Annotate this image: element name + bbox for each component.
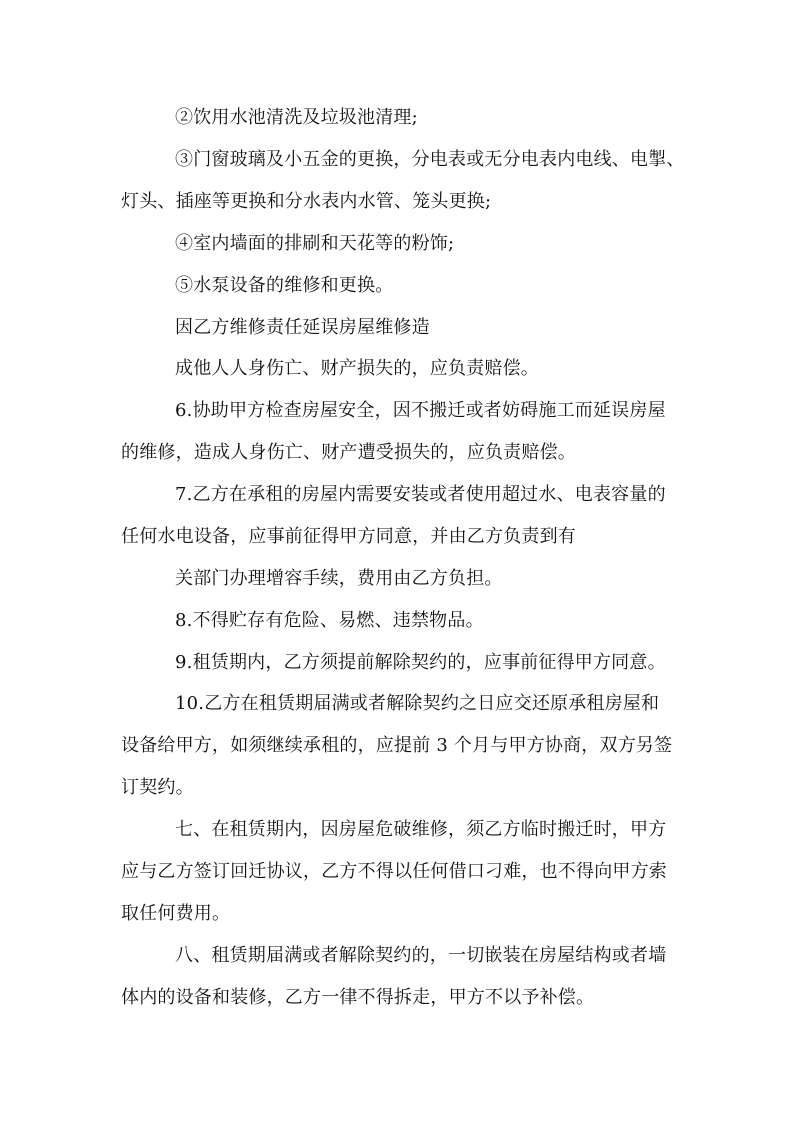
text-line-22: 体内的设备和装修，乙方一律不得拆走，甲方不以予补偿。 — [121, 987, 595, 1008]
text-line-12: 关部门办理增容手续，费用由乙方负担。 — [175, 568, 503, 589]
text-line-13: 8.不得贮存有危险、易燃、违禁物品。 — [175, 610, 484, 631]
text-line-9: 的维修，造成人身伤亡、财产遭受损失的，应负责赔偿。 — [121, 442, 576, 463]
text-line-15: 10.乙方在租赁期届满或者解除契约之日应交还原承租房屋和 — [175, 693, 660, 714]
text-line-18: 七、在租赁期内，因房屋危破维修，须乙方临时搬迁时，甲方 — [175, 819, 667, 840]
text-line-10: 7.乙方在承租的房屋内需要安装或者使用超过水、电表容量的 — [175, 484, 666, 505]
text-line-21: 八、租赁期届满或者解除契约的，一切嵌装在房屋结构或者墙 — [175, 945, 667, 966]
text-line-17: 订契约。 — [121, 777, 194, 798]
text-line-3: 灯头、插座等更换和分水表内水管、笼头更换; — [121, 191, 492, 212]
text-line-19: 应与乙方签订回迁协议，乙方不得以任何借口刁难，也不得向甲方索 — [121, 861, 667, 882]
text-line-2: ③门窗玻璃及小五金的更换，分电表或无分电表内电线、电掣、 — [175, 149, 685, 170]
text-line-1: ②饮用水池清洗及垃圾池清理; — [175, 107, 418, 128]
text-line-5: ⑤水泵设备的维修和更换。 — [175, 275, 394, 296]
text-line-6: 因乙方维修责任延误房屋维修造 — [175, 317, 430, 338]
text-line-11: 任何水电设备，应事前征得甲方同意，并由乙方负责到有 — [121, 526, 576, 547]
text-line-4: ④室内墙面的排刷和天花等的粉饰; — [175, 233, 455, 254]
text-line-8: 6.协助甲方检查房屋安全，因不搬迁或者妨碍施工而延误房屋 — [175, 400, 666, 421]
text-line-16: 设备给甲方，如须继续承租的，应提前 3 个月与甲方协商，双方另签 — [121, 735, 673, 756]
text-line-14: 9.租赁期内，乙方须提前解除契约的，应事前征得甲方同意。 — [175, 652, 666, 673]
text-line-7: 成他人人身伤亡、财产损失的，应负责赔偿。 — [175, 358, 539, 379]
text-line-20: 取任何费用。 — [121, 903, 231, 924]
